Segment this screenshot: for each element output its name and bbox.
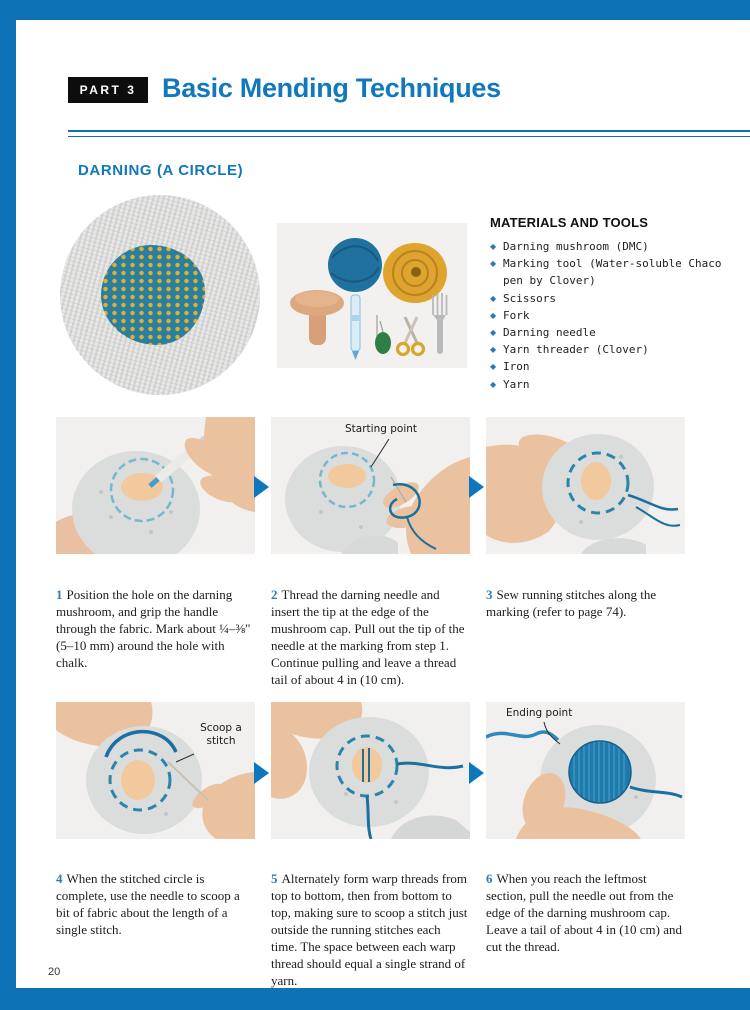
next-step-arrow-icon: [469, 762, 484, 784]
step-2-text: 2 Thread the darning needle and insert the tip at the edge of the mushroom cap. Pull out the tip of the needle at the marking from step 1. Continue pulling and leave a thread tail of about 4 in (10 cm).: [271, 587, 465, 687]
diamond-bullet-icon: ◆: [490, 293, 497, 303]
diamond-bullet-icon: ◆: [490, 310, 497, 320]
list-item: ◆ Fork: [490, 307, 732, 324]
step-1-photo: [56, 417, 255, 554]
page-number: 20: [48, 966, 61, 978]
part-label: PART 3: [68, 77, 148, 103]
list-item: ◆ Yarn: [490, 376, 732, 393]
list-item: ◆ Darning needle: [490, 324, 732, 341]
step-number: 4: [56, 871, 63, 886]
step-4-photo: [56, 702, 255, 839]
page-title: Basic Mending Techniques: [162, 73, 501, 103]
diamond-bullet-icon: ◆: [490, 345, 497, 355]
step-3-photo: [486, 417, 685, 554]
annotation-ending-point: Ending point: [506, 707, 573, 719]
step-5-photo: [271, 702, 470, 839]
diamond-bullet-icon: ◆: [490, 379, 497, 389]
section-title: DARNING (A CIRCLE): [78, 162, 244, 179]
step-number: 3: [486, 587, 493, 602]
next-step-arrow-icon: [469, 476, 484, 498]
list-item: ◆ Darning mushroom (DMC): [490, 238, 732, 255]
diamond-bullet-icon: ◆: [490, 328, 497, 338]
annotation-scoop-a-stitch: Scoop a stitch: [200, 722, 242, 747]
next-step-arrow-icon: [254, 476, 269, 498]
header-divider: [68, 130, 750, 137]
diamond-bullet-icon: ◆: [490, 362, 497, 372]
materials-heading: MATERIALS AND TOOLS: [490, 215, 649, 230]
list-item: ◆ Iron: [490, 358, 732, 375]
materials-photo: [277, 223, 467, 368]
list-item: ◆ Yarn threader (Clover): [490, 341, 732, 358]
page-sheet: [16, 20, 750, 988]
list-item: ◆ Marking tool (Water-soluble Chaco pen by Clover): [490, 257, 722, 288]
diamond-bullet-icon: ◆: [490, 259, 497, 269]
finished-sample-photo: [60, 195, 260, 395]
step-number: 2: [271, 587, 278, 602]
step-6-text: 6 When you reach the leftmost section, pull the needle out from the edge of the darning mushroom cap. Leave a tail of about 4 in (10 cm) and cut the thread.: [486, 871, 683, 954]
step-2-photo: [271, 417, 470, 554]
step-number: 5: [271, 871, 278, 886]
next-step-arrow-icon: [254, 762, 269, 784]
step-6-photo: [486, 702, 685, 839]
step-4-text: 4 When the stitched circle is complete, use the needle to scoop a bit of fabric about the length of a single stitch.: [56, 871, 240, 937]
step-number: 1: [56, 587, 63, 602]
materials-list: [490, 238, 732, 393]
diamond-bullet-icon: ◆: [490, 242, 497, 251]
step-number: 6: [486, 871, 493, 886]
step-1-text: 1 Position the hole on the darning mushroom, and grip the handle through the fabric. Mark about ¼–⅜" (5–10 mm) around the hole with chalk.: [56, 587, 251, 670]
step-3-text: 3 Sew running stitches along the marking (refer to page 74).: [486, 587, 657, 619]
list-item: ◆ Scissors: [490, 290, 732, 307]
annotation-starting-point: Starting point: [345, 423, 418, 435]
darned-patch-illustration: [101, 245, 205, 345]
step-5-text: 5 Alternately form warp threads from top to bottom, then from bottom to top, making sure to scoop a stitch just outside the running stitches each time. The space between each warp thread should equal a single strand of yarn.: [271, 871, 468, 988]
